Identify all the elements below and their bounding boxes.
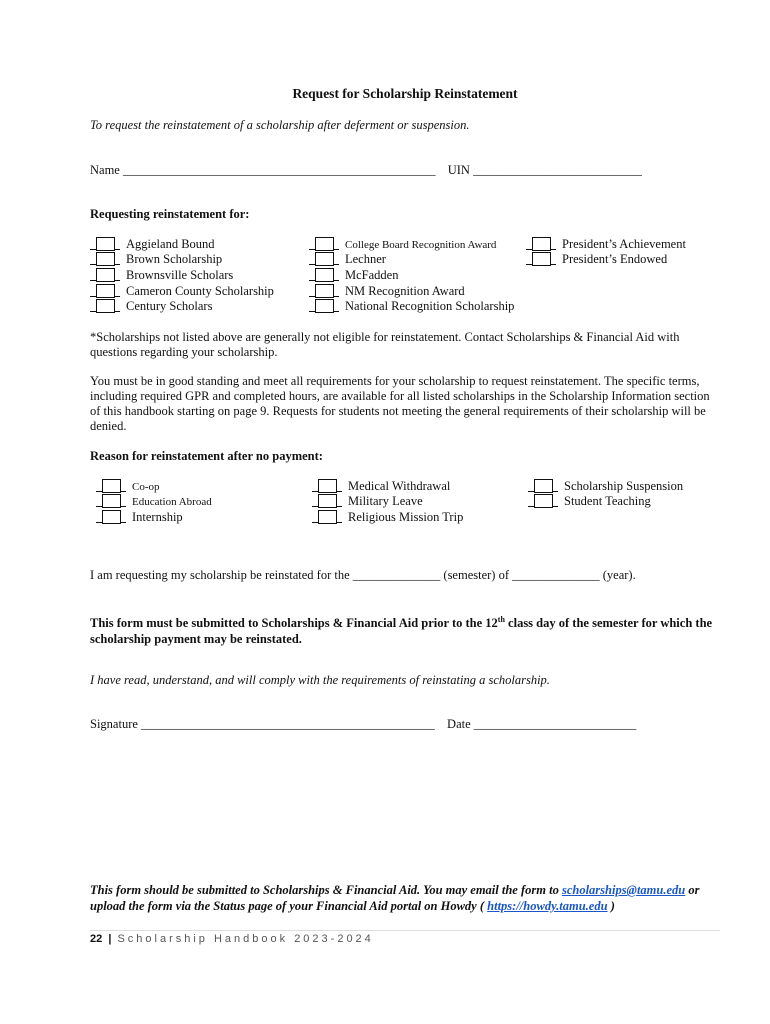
checkbox-label: Cameron County Scholarship [126,284,274,298]
checkbox-label: President’s Endowed [562,252,668,266]
checkbox-label: Co-op [132,481,160,493]
checkbox-box[interactable] [309,298,339,312]
checkbox-box[interactable] [96,509,126,523]
checkbox-label: Aggieland Bound [126,237,215,251]
deadline-sup: th [497,615,505,624]
checkbox-box[interactable] [526,251,556,265]
checkbox-label: Scholarship Suspension [564,479,684,493]
checkbox-box[interactable] [90,298,120,312]
checkbox-box[interactable] [309,267,339,281]
checkbox-box[interactable] [312,493,342,507]
deadline-text: This form must be submitted to Scholarships & Financial Aid prior to the 12 [90,616,498,631]
checkbox-label: Internship [132,510,183,524]
submit-text-2: or upload the form via the Status page of your Financial Aid portal on Howdy ( [90,883,700,913]
page-number: 22 [90,933,103,945]
name-line[interactable]: __________________________________________________ [122,163,436,177]
checkbox-label: McFadden [345,268,399,282]
checkbox-nm-recognition[interactable] [309,284,465,299]
name-label: Name [90,163,120,177]
howdy-link[interactable]: https://howdy.tamu.edu [487,899,608,913]
checkbox-college-board[interactable] [309,237,496,252]
requesting-heading: Requesting reinstatement for: [90,207,250,221]
checkbox-military-leave[interactable] [312,494,423,509]
checkbox-label: Education Abroad [132,496,212,508]
checkbox-label: Lechner [345,252,386,266]
checkbox-lechner[interactable] [309,252,386,267]
signature-label: Signature [90,717,138,731]
checkbox-presidents-endowed[interactable] [526,252,667,267]
agreement-statement: I have read, understand, and will comply with the requirements of reinstating a scholarship. [90,673,550,687]
checkbox-education-abroad[interactable] [96,494,212,509]
deadline-notice [90,612,722,647]
semester-suffix: (year). [602,568,636,582]
checkbox-label: Century Scholars [126,299,213,313]
footer-separator: | [108,933,112,945]
submission-instructions [90,882,720,914]
checkbox-label: Student Teaching [564,494,651,508]
name-field[interactable] [90,163,642,178]
checkbox-label: Brown Scholarship [126,252,223,266]
checkbox-presidents-achievement[interactable] [526,237,686,252]
semester-blank[interactable]: ______________ [352,568,441,582]
checkbox-brown-scholarship[interactable] [90,252,222,267]
checkbox-religious-mission[interactable] [312,510,463,525]
checkbox-box[interactable] [309,283,339,297]
signature-row [90,717,636,732]
checkbox-box[interactable] [90,236,120,250]
uin-line[interactable]: ___________________________ [473,163,642,177]
submit-text-3: ) [607,899,615,913]
checkbox-co-op[interactable] [96,479,160,494]
checkbox-medical-withdrawal[interactable] [312,479,450,494]
uin-label: UIN [447,163,470,177]
checkbox-box[interactable] [312,509,342,523]
checkbox-box[interactable] [90,267,120,281]
checkbox-label: Medical Withdrawal [348,479,451,493]
checkbox-label: College Board Recognition Award [345,239,497,251]
checkbox-label: Religious Mission Trip [348,510,464,524]
checkbox-box[interactable] [309,236,339,250]
date-label: Date [447,717,471,731]
submit-text: This form should be submitted to Scholarships & Financial Aid. You may email the form to [90,883,562,897]
semester-mid: (semester) of [443,568,510,582]
email-link[interactable]: scholarships@tamu.edu [561,883,686,897]
signature-line[interactable]: _______________________________________________ [141,717,435,731]
reason-heading: Reason for reinstatement after no payment: [90,449,323,463]
checkbox-century-scholars[interactable] [90,299,212,314]
checkbox-label: Brownsville Scholars [126,268,234,282]
checkbox-cameron-county[interactable] [90,284,274,299]
eligibility-note: *Scholarships not listed above are generally not eligible for reinstatement. Contact Scholarships & Financial Aid with questions regarding your scholarship. [90,330,680,359]
checkbox-student-teaching[interactable] [528,494,651,509]
checkbox-internship[interactable] [96,510,183,525]
checkbox-box[interactable] [526,236,556,250]
checkbox-box[interactable] [309,251,339,265]
checkbox-aggieland-bound[interactable] [90,237,215,252]
checkbox-box[interactable] [312,478,342,492]
year-blank[interactable]: ______________ [512,568,600,582]
page-title: Request for Scholarship Reinstatement [292,86,518,101]
checkbox-box[interactable] [528,493,558,507]
checkbox-box[interactable] [96,493,126,507]
footer-text: Scholarship Handbook 2023-2024 [117,933,374,945]
checkbox-label: President’s Achievement [562,237,686,251]
checkbox-label: Military Leave [348,494,423,508]
checkbox-label: National Recognition Scholarship [345,299,515,313]
standing-paragraph: You must be in good standing and meet all requirements for your scholarship to request reinstatement. The specific terms, including required GPR and completed hours, are available for all listed scholarships in the Scholarship Information section of this handbook starting on page 9. Requests for students not meeting the general requirements of their scholarship will be denied. [90,374,710,433]
footer-divider [90,930,720,931]
semester-prefix: I am requesting my scholarship be reinstated for the [90,568,350,582]
intro-text: To request the reinstatement of a scholarship after deferment or suspension. [90,118,470,132]
checkbox-brownsville-scholars[interactable] [90,268,233,283]
checkbox-box[interactable] [96,478,126,492]
checkbox-national-recognition[interactable] [309,299,514,314]
semester-request-line [90,568,636,583]
checkbox-box[interactable] [90,283,120,297]
checkbox-label: NM Recognition Award [345,284,465,298]
checkbox-box[interactable] [528,478,558,492]
checkbox-box[interactable] [90,251,120,265]
date-line[interactable]: __________________________ [473,717,637,731]
page-footer [90,933,374,945]
checkbox-scholarship-suspension[interactable] [528,479,683,494]
deadline-text-2: class day of the semester for which the scholarship payment may be reinstated. [90,616,713,647]
checkbox-mcfadden[interactable] [309,268,398,283]
